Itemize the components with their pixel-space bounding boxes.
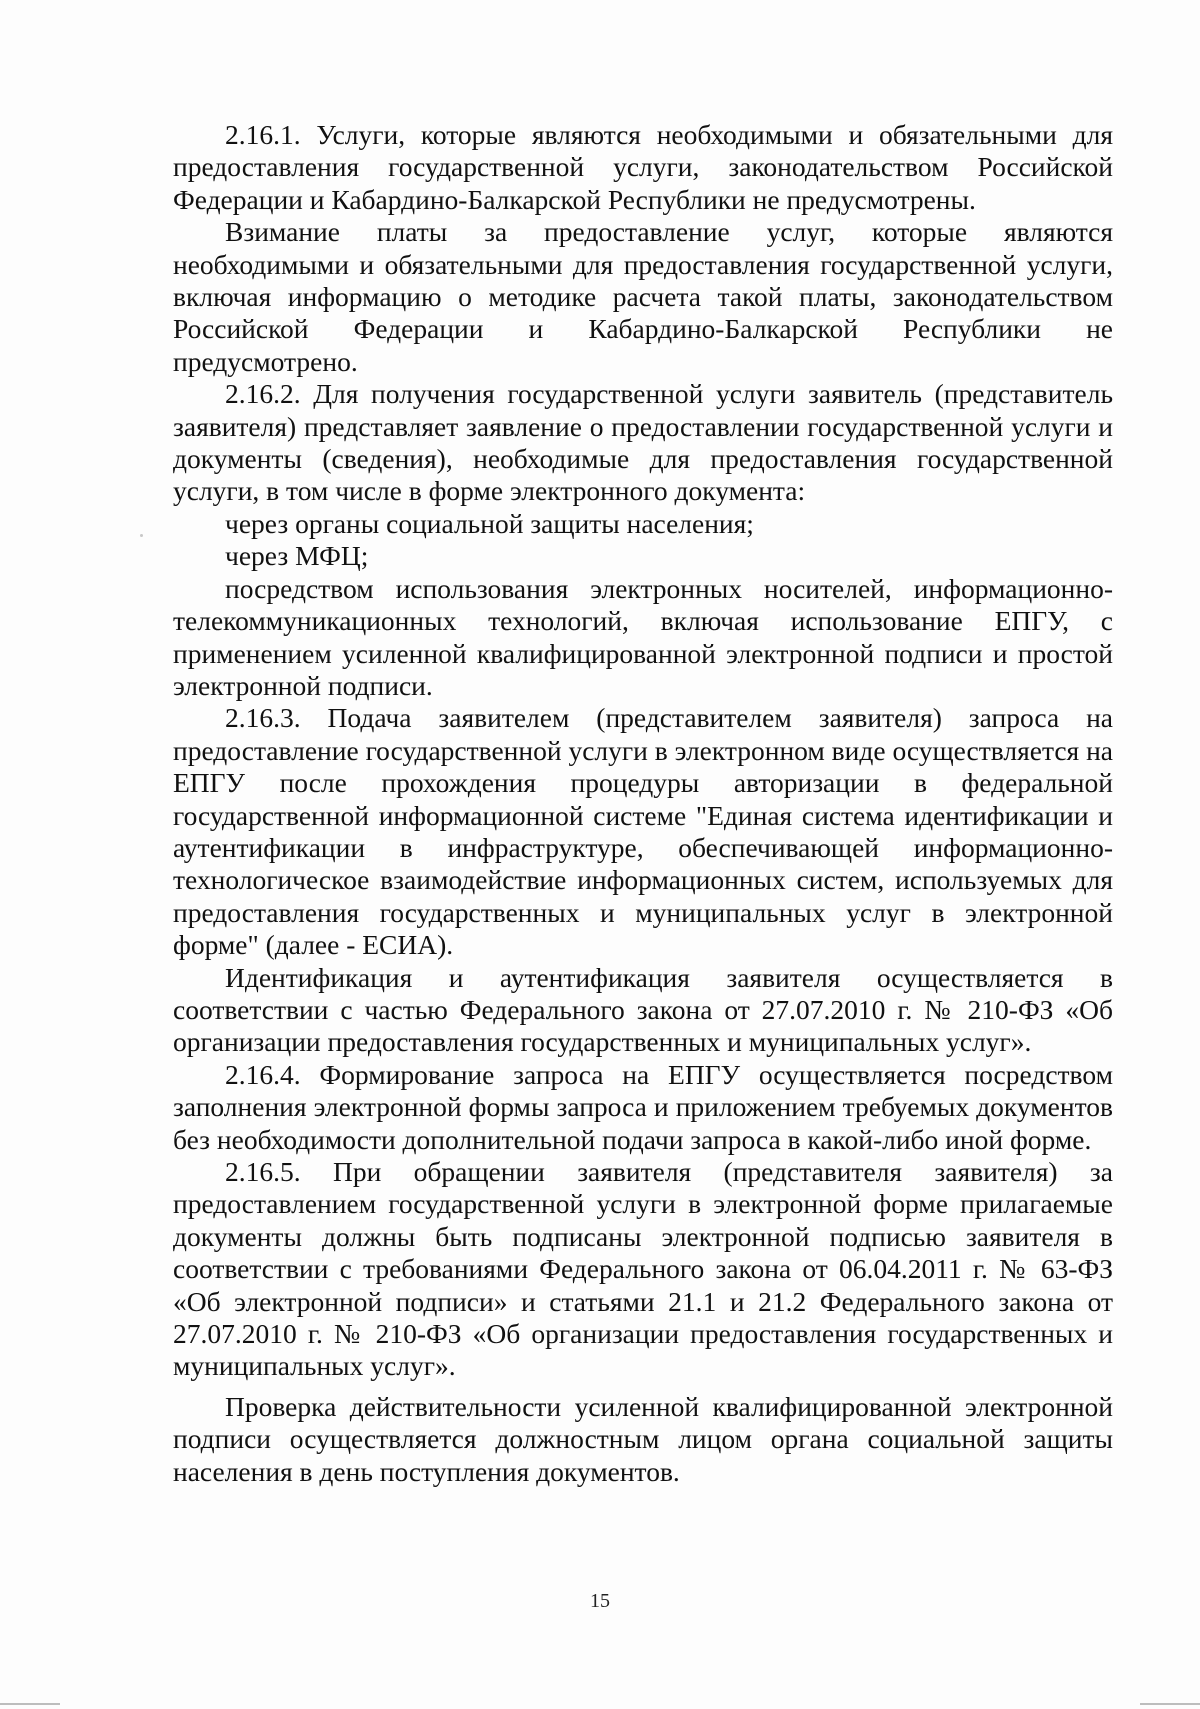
scan-edge-mark-right [1140,1703,1200,1705]
scan-edge-mark-left [0,1703,60,1705]
paragraph-fee: Взимание платы за предоставление услуг, которые являются необходимыми и обязательными для предоставления государственной услуги, включая информацию о методике расчета такой платы, законодательством Российской Федерации и Кабардино-Балкарской Республики не предусмотрено. [173,216,1113,377]
paragraph-2-16-1: 2.16.1. Услуги, которые являются необходимыми и обязательными для предоставления государственной услуги, законодательством Российской Федерации и Кабардино-Балкарской Республики не предусмотрены. [173,119,1113,215]
paragraph-signature-check: Проверка действительности усиленной квалифицированной электронной подписи осуществляется должностным лицом органа социальной защиты населения в день поступления документов. [173,1390,1113,1487]
document-body [173,119,1113,1488]
page-number: 15 [590,1590,610,1612]
scan-speck [140,534,143,537]
paragraph-2-16-3: 2.16.3. Подача заявителем (представителем заявителя) запроса на предоставление государственной услуги в электронном виде осуществляется на ЕПГУ после прохождения процедуры авторизации в федеральной государственной информационной системе "Единая система идентификации и аутентификации в инфраструктуре, обеспечивающей информационно-технологическое взаимодействие информационных систем, используемых для предоставления государственных и муниципальных услуг в электронной форме" (далее - ЕСИА). [173,702,1113,961]
paragraph-2-16-5: 2.16.5. При обращении заявителя (представителя заявителя) за предоставлением государственной услуги в электронной форме прилагаемые документы должны быть подписаны электронной подписью заявителя в соответствии с требованиями Федерального закона от 06.04.2011 г. № 63-ФЗ «Об электронной подписи» и статьями 21.1 и 21.2 Федерального закона от 27.07.2010 г. № 210-ФЗ «Об организации предоставления государственных и муниципальных услуг». [173,1156,1113,1382]
paragraph-2-16-4: 2.16.4. Формирование запроса на ЕПГУ осуществляется посредством заполнения электронной формы запроса и приложением требуемых документов без необходимости дополнительной подачи запроса в какой-либо иной форме. [173,1058,1113,1155]
list-item-mfc: через МФЦ; [225,540,369,572]
list-item-electronic: посредством использования электронных носителей, информационно-телекоммуникационных технологий, включая использование ЕПГУ, с применением усиленной квалифицированной электронной подписи и простой электронной подписи. [173,572,1113,701]
paragraph-2-16-2: 2.16.2. Для получения государственной услуги заявитель (представитель заявителя) представляет заявление о предоставлении государственной услуги и документы (сведения), необходимые для предоставления государственной услуги, в том числе в форме электронного документа: [173,378,1113,507]
list-item-social-protection: через органы социальной защиты населения; [225,507,754,539]
paragraph-identification: Идентификация и аутентификация заявителя осуществляется в соответствии с частью Федерального закона от 27.07.2010 г. № 210-ФЗ «Об организации предоставления государственных и муниципальных услуг». [173,961,1113,1058]
